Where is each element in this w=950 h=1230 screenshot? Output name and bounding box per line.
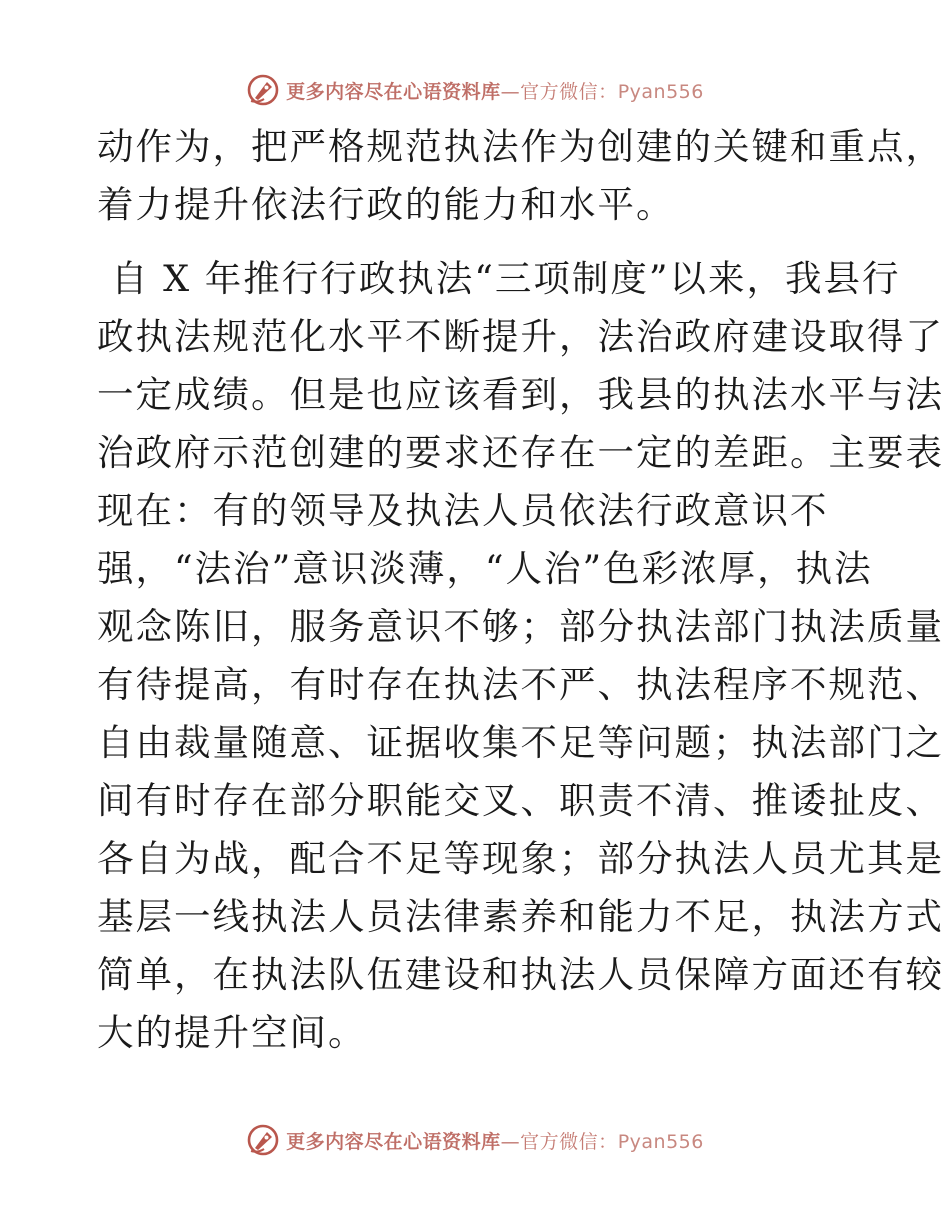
text-line: 现在：有的领导及执法人员依法行政意识不	[97, 489, 829, 532]
text-line: 着力提升依法行政的能力和水平。	[97, 183, 675, 226]
header-banner	[0, 70, 950, 110]
document-body	[97, 118, 944, 1062]
header-separator: —	[500, 80, 521, 103]
paragraph-1	[97, 118, 944, 234]
text-line: 各自为战，配合不足等现象；部分执法人员尤其是	[97, 837, 944, 880]
text-line: 简单，在执法队伍建设和执法人员保障方面还有较	[97, 953, 944, 996]
footer-separator: —	[500, 1130, 521, 1153]
text-line: 自 X 年推行行政执法“三项制度”以来，我县行	[111, 257, 901, 300]
text-line: 观念陈旧，服务意识不够；部分执法部门执法质量	[97, 605, 944, 648]
text-line: 自由裁量随意、证据收集不足等问题；执法部门之	[97, 721, 944, 764]
paragraph-2	[97, 250, 944, 1062]
text-line: 大的提升空间。	[97, 1011, 367, 1054]
header-wechat-label: 官方微信：	[520, 80, 618, 103]
footer-wechat-label: 官方微信：	[520, 1130, 618, 1153]
text-line: 基层一线执法人员法律素养和能力不足，执法方式	[97, 895, 944, 938]
footer-brand: 更多内容尽在心语资料库	[286, 1130, 501, 1153]
pen-nib-logo-icon	[246, 1123, 280, 1157]
header-account: Pyan556	[617, 80, 704, 103]
footer-banner	[0, 1120, 950, 1160]
header-banner-text	[286, 77, 704, 104]
text-line: 政执法规范化水平不断提升，法治政府建设取得了	[97, 315, 944, 358]
text-line: 治政府示范创建的要求还存在一定的差距。主要表	[97, 431, 944, 474]
text-line: 强，“法治”意识淡薄，“人治”色彩浓厚，执法	[97, 547, 873, 590]
footer-banner-text	[286, 1127, 704, 1154]
text-line: 动作为，把严格规范执法作为创建的关键和重点，	[97, 125, 944, 168]
text-line: 间有时存在部分职能交叉、职责不清、推诿扯皮、	[97, 779, 944, 822]
header-brand: 更多内容尽在心语资料库	[286, 80, 501, 103]
text-line: 一定成绩。但是也应该看到，我县的执法水平与法	[97, 373, 944, 416]
text-line: 有待提高，有时存在执法不严、执法程序不规范、	[97, 663, 944, 706]
footer-account: Pyan556	[617, 1130, 704, 1153]
pen-nib-logo-icon	[246, 73, 280, 107]
